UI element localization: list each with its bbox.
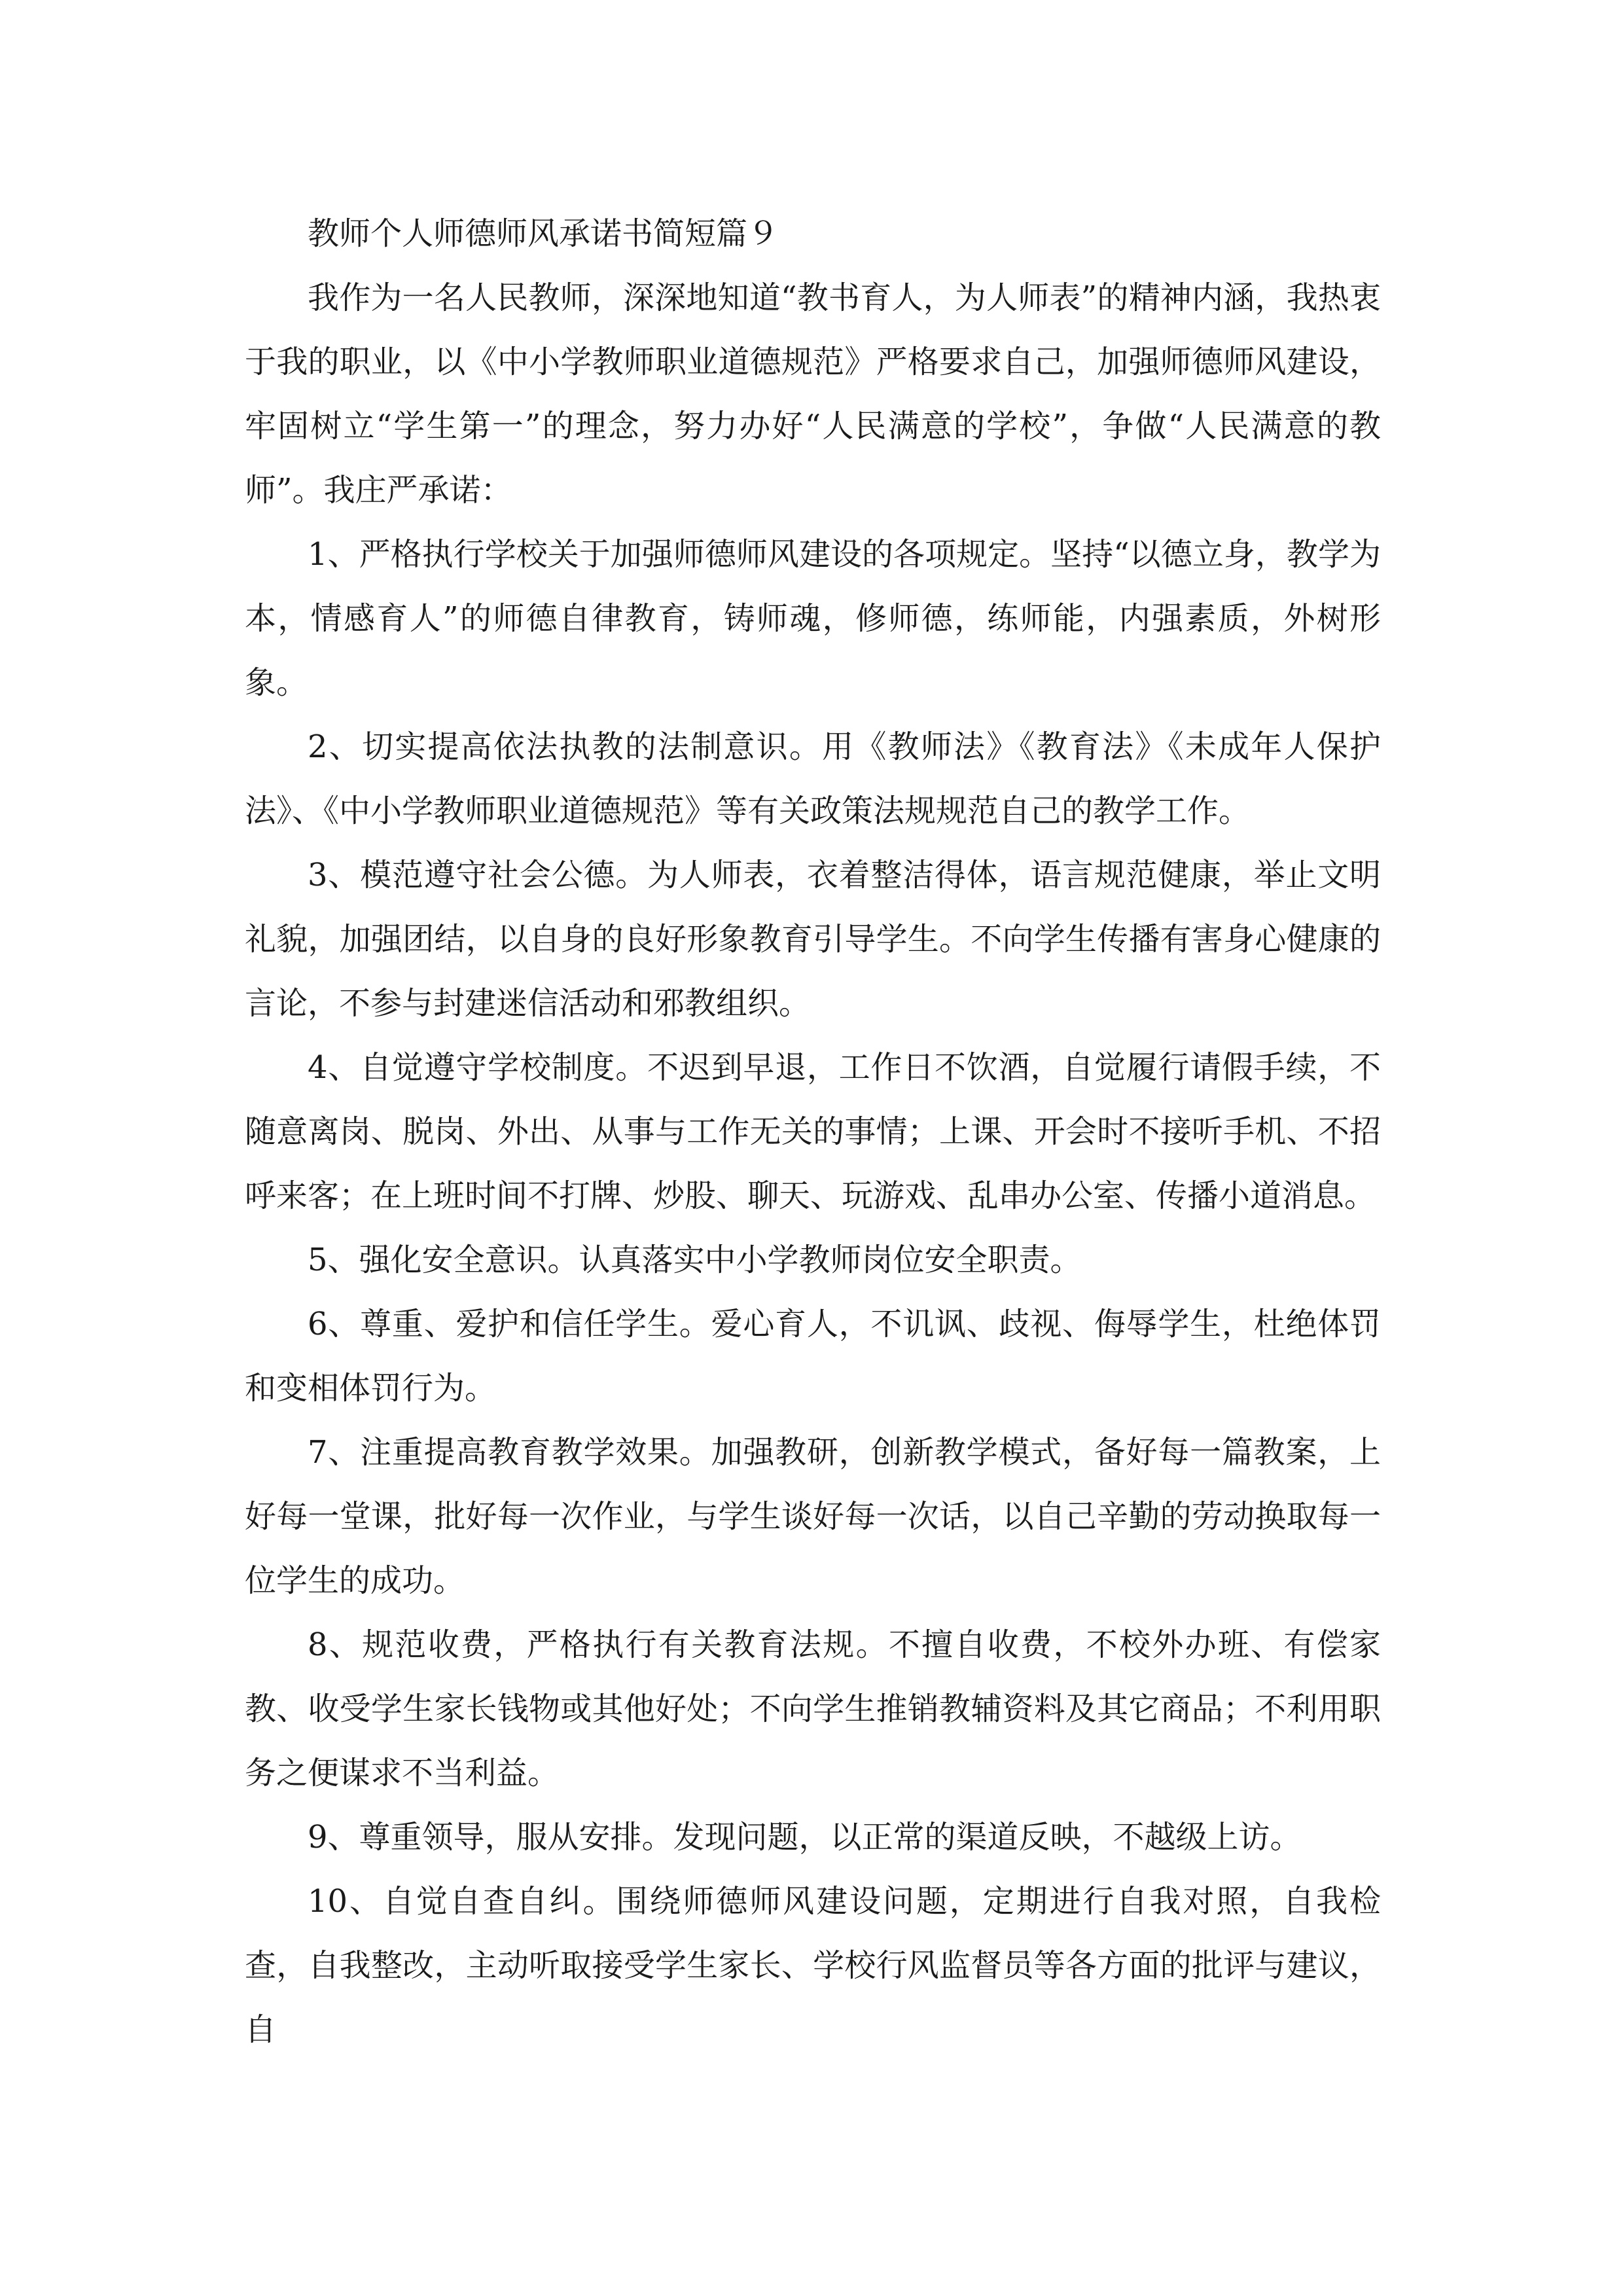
- pledge-item-8: 8、规范收费，严格执行有关教育法规。不擅自收费，不校外办班、有偿家教、收受学生家长钱物或其他好处；不向学生推销教辅资料及其它商品；不利用职务之便谋求不当利益。: [245, 1626, 1381, 1791]
- pledge-item-1: 1、严格执行学校关于加强师德师风建设的各项规定。坚持“以德立身，教学为本，情感育人”的师德自律教育，铸师魂，修师德，练师能，内强素质，外树形象。: [245, 536, 1381, 701]
- pledge-item-6: 6、尊重、爱护和信任学生。爱心育人，不讥讽、歧视、侮辱学生，杜绝体罚和变相体罚行为。: [245, 1306, 1381, 1407]
- pledge-item-9: 9、尊重领导，服从安排。发现问题，以正常的渠道反映，不越级上访。: [308, 1819, 1302, 1856]
- pledge-item-5: 5、强化安全意识。认真落实中小学教师岗位安全职责。: [308, 1242, 1082, 1278]
- pledge-item-7: 7、注重提高教育教学效果。加强教研，创新教学模式，备好每一篇教案，上好每一堂课，批好每一次作业，与学生谈好每一次话，以自己辛勤的劳动换取每一位学生的成功。: [245, 1434, 1381, 1599]
- pledge-item-4: 4、自觉遵守学校制度。不迟到早退，工作日不饮酒，自觉履行请假手续，不随意离岗、脱岗、外出、从事与工作无关的事情；上课、开会时不接听手机、不招呼来客；在上班时间不打牌、炒股、聊天、玩游戏、乱串办公室、传播小道消息。: [245, 1049, 1381, 1214]
- intro-paragraph: 我作为一名人民教师，深深地知道“教书育人，为人师表”的精神内涵，我热衷于我的职业，以《中小学教师职业道德规范》严格要求自己，加强师德师风建设，牢固树立“学生第一”的理念，努力办好“人民满意的学校”，争做“人民满意的教师”。我庄严承诺：: [245, 279, 1381, 509]
- document-body: [245, 202, 1381, 2062]
- pledge-item-3: 3、模范遵守社会公德。为人师表，衣着整洁得体，语言规范健康，举止文明礼貌，加强团结，以自身的良好形象教育引导学生。不向学生传播有害身心健康的言论，不参与封建迷信活动和邪教组织。: [245, 857, 1381, 1022]
- document-title: 教师个人师德师风承诺书简短篇９: [308, 215, 779, 252]
- pledge-item-2: 2、切实提高依法执教的法制意识。用《教师法》《教育法》《未成年人保护法》、《中小学教师职业道德规范》等有关政策法规规范自己的教学工作。: [245, 728, 1381, 829]
- pledge-item-10: 10、自觉自查自纠。围绕师德师风建设问题，定期进行自我对照，自我检查，自我整改，主动听取接受学生家长、学校行风监督员等各方面的批评与建议，自: [245, 1883, 1381, 2048]
